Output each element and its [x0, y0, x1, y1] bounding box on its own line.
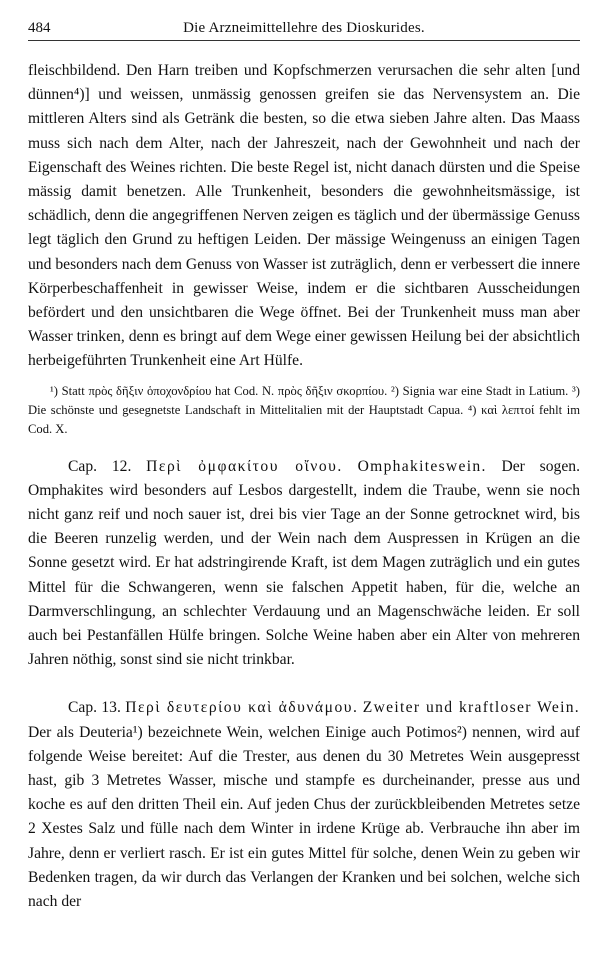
chapter-13-paragraph [28, 696, 580, 914]
chapter-13-label: Cap. 13. [68, 699, 121, 717]
chapter-12-german-title: Omphakiteswein. [357, 457, 487, 475]
running-title: Die Arzneimittellehre des Dioskurides. [183, 20, 425, 36]
chapter-13-german-title: Zweiter und kraftloser Wein. [362, 699, 580, 717]
running-header [28, 18, 580, 41]
chapter-13-text: Der als Deuteria¹) bezeichnete Wein, welchen Einige auch Potimos²) nennen, wird auf folgende Weise bereitet: Auf die Trester, aus denen du 30 Metretes Wein ausgepresst hast, gib 3 Metretes Wasser, mische und stampfe es durcheinander, presse aus und koche es auf den dritten Theil ein. Auf jeden Chus der zurückbleibenden Metretes setze 2 Xestes Salz und fülle nach dem Winter in irdene Krüge ab. Verbrauche ihn aber im Jahre, denn er verliert rasch. Er ist ein gutes Mittel für solche, denen Wein zu geben wir Bedenken tragen, da wir durch das Verlangen der Kranken und bei solchen, welche sich nach der [28, 723, 580, 911]
chapter-12-paragraph [28, 455, 580, 673]
chapter-12-label: Cap. 12. [68, 457, 132, 475]
footnotes [28, 382, 580, 439]
chapter-13 [28, 696, 580, 914]
main-text [28, 59, 580, 914]
chapter-12-greek-title: Περὶ ὀμφακίτου οἴνου. [146, 457, 343, 475]
chapter-12-text: Der sogen. Omphakites wird besonders auf Lesbos dargestellt, indem die Traube, wenn sie noch nicht ganz reif und noch sauer ist, drei bis vier Tage an der Sonne getrocknet wird, bis die Beeren runzelig werden, und der Wein nach dem Auspressen in Krügen an die Sonne gesetzt wird. Er hat adstringirende Kraft, ist dem Magen zuträglich und ein gutes Mittel für die Schwangeren, wenn sie falschen Appetit haben, für die, welche an Darmverschlingung, an schlechter Verdauung und an Magenschwäche leiden. Er soll auch bei Pestanfällen Hülfe bringen. Solche Weine haben aber ein Alter von mehreren Jahren nöthig, sonst sind sie nicht trinkbar. [28, 457, 580, 669]
page-number: 484 [28, 20, 51, 36]
chapter-13-greek-title: Περὶ δευτερίου καὶ ἀδυνάμου. [125, 699, 359, 717]
paragraph-continued: fleischbildend. Den Harn treiben und Kopfschmerzen verursachen die sehr alten [und dünnen⁴)] und weissen, unmässig genossen greifen sie das Nervensystem an. Die mittleren Alters sind als Getränk die besten, so die etwa sieben Jahre alten. Das Maass muss sich nach dem Alter, nach der Jahreszeit, nach der Gewohnheit und nach der Eigenschaft des Weines richten. Die beste Regel ist, nicht danach dürsten und die Speise mässig damit benetzen. Alle Trunkenheit, besonders die gewohnheitsmässige, ist schädlich, denn die angegriffenen Nerven zeigen es täglich und der übermässige Genuss legt täglich den Grund zu heftigen Leiden. Der mässige Weingenuss an einigen Tagen und besonders nach dem Genuss von Wasser ist zuträglich, denn er verbessert die innere Körperbeschaffenheit in gewisser Weise, indem er die sichtbaren Ausscheidungen befördert und den unsichtbaren die Wege öffnet. Bei der Trunkenheit muss man aber Wasser trinken, denn es bringt auf dem Wege einer gewissen Heilung bei der absichtlich herbeigeführten Trunkenheit eine Art Hülfe. [28, 62, 580, 370]
footnote-text: ¹) Statt πρὸς δῆξιν ὁποχονδρίου hat Cod. N. πρὸς δῆξιν σκορπίου. ²) Signia war eine Stadt in Latium. ³) Die schönste und gesegnetste Landschaft in Mittelitalien mit der Hauptstadt Capua. ⁴) καὶ λεπτοί fehlt im Cod. X. [28, 383, 580, 436]
chapter-12 [28, 455, 580, 673]
